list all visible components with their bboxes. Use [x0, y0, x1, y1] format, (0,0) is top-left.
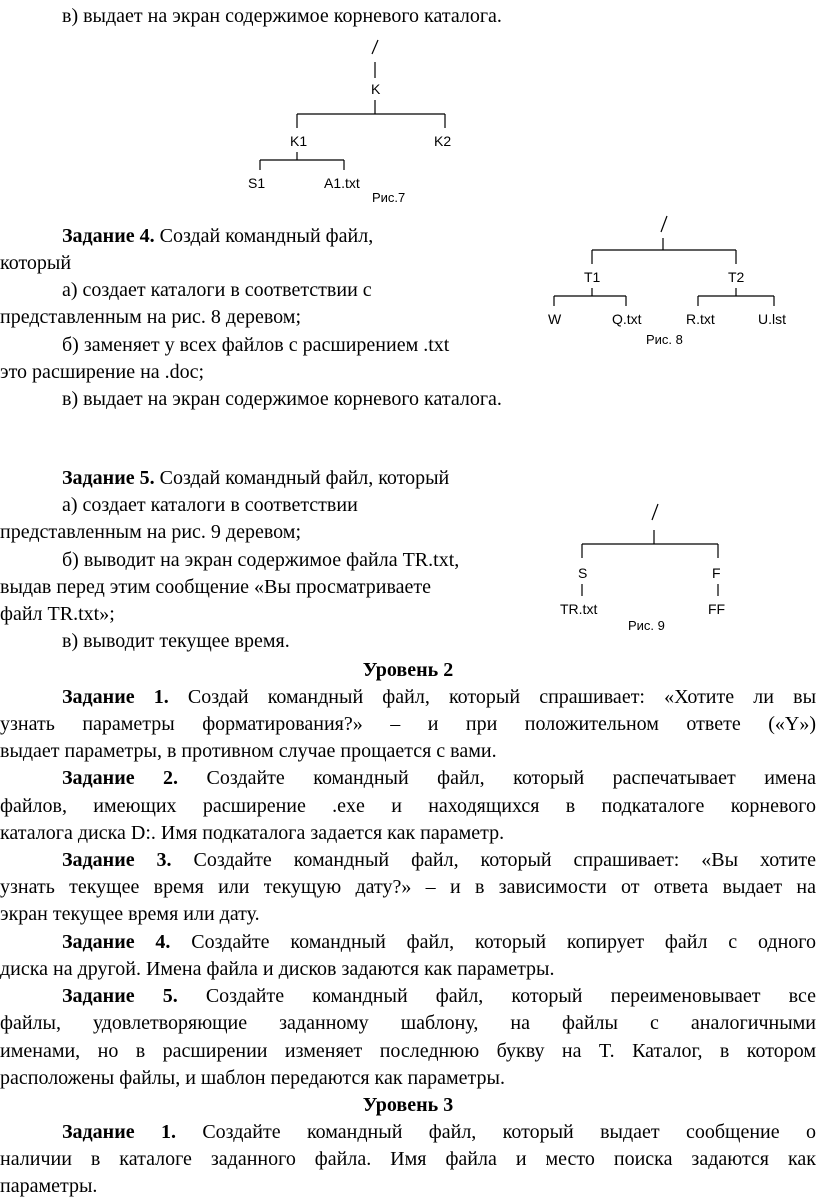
- fig9-node-s: S: [578, 565, 588, 581]
- task4-line-7: в) выдает на экран содержимое корневого каталога.: [62, 388, 502, 410]
- l3-task1-line-2: наличии в каталоге заданного файла. Имя файла и место поиска задаются как: [0, 1148, 816, 1170]
- task4-line-1: Задание 4. Создай командный файл,: [62, 225, 374, 247]
- task5-title: Задание 5.: [62, 467, 155, 489]
- l3-task1-line-3: параметры.: [0, 1175, 98, 1197]
- l2-task5-line-1: Задание 5. Создайте командный файл, который переименовывает все: [62, 985, 816, 1007]
- task5-line-4: б) выводит на экран содержимое файла TR.txt,: [62, 549, 460, 571]
- l2-task5-line-4: расположены файлы, и шаблон передаются как параметры.: [0, 1067, 505, 1089]
- fig8-node-w: W: [548, 311, 562, 327]
- task4-title: Задание 4.: [62, 225, 155, 247]
- task5-line-6: файл TR.txt»;: [0, 603, 115, 625]
- l3-task1-line-1: Задание 1. Создайте командный файл, который выдает сообщение о: [62, 1121, 816, 1143]
- level3-heading: Уровень 3: [362, 1094, 454, 1116]
- l2-task2-title: Задание 2.: [62, 767, 179, 789]
- l3-task1-title: Задание 1.: [62, 1121, 176, 1143]
- task5-line-7: в) выводит текущее время.: [62, 630, 290, 652]
- fig9-node-tr: TR.txt: [560, 601, 598, 617]
- task5-line-5: выдав перед этим сообщение «Вы просматриваете: [0, 576, 432, 598]
- fig7-node-a1: A1.txt: [324, 175, 360, 191]
- level2-heading: Уровень 2: [362, 659, 454, 681]
- l2-task5-line-3: именами, но в расширении изменяет последнюю букву на T. Каталог, в котором: [0, 1040, 816, 1062]
- l2-task4-line-2: диска на другой. Имена файла и дисков задаются как параметры.: [0, 958, 555, 980]
- l2-task1-line-3: выдает параметры, в противном случае прощается с вами.: [0, 740, 497, 762]
- l2-task3-title: Задание 3.: [62, 849, 172, 871]
- l2-task2-line-1: Задание 2. Создайте командный файл, который распечатывает имена: [62, 767, 816, 789]
- task4-line-6: это расширение на .doc;: [0, 361, 205, 383]
- fig9-node-f: F: [712, 565, 721, 581]
- fig7-node-k2: K2: [434, 133, 452, 149]
- task4-line-4: представленным на рис. 8 деревом;: [0, 306, 301, 328]
- fig8-node-t2: T2: [728, 269, 745, 285]
- figure-8-tree: [540, 212, 800, 362]
- l2-task5-title: Задание 5.: [62, 985, 178, 1007]
- fig7-root-slash: [372, 40, 378, 54]
- fig9-node-ff: FF: [708, 601, 726, 617]
- l2-task3-line-3: экран текущее время или дату.: [0, 903, 260, 925]
- figure-9-tree: [550, 500, 750, 640]
- fig8-node-u: U.lst: [758, 311, 786, 327]
- l2-task1-title: Задание 1.: [62, 686, 169, 708]
- l2-task3-line-2: узнать текущее время или текущую дату?» – и в зависимости от ответа выдает на: [0, 876, 816, 898]
- fig9-root-slash: [652, 504, 658, 520]
- figure-7-tree: [240, 36, 460, 206]
- task4-line-5: б) заменяет у всех файлов с расширением .txt: [62, 334, 450, 356]
- fig8-node-r: R.txt: [686, 311, 715, 327]
- l2-task5-line-2: файлы, удовлетворяющие заданному шаблону, на файлы с аналогичными: [0, 1012, 816, 1034]
- l2-task2-line-2: файлов, имеющих расширение .exe и находящихся в подкаталоге корневого: [0, 795, 816, 817]
- fig8-root-slash: [661, 216, 667, 232]
- fig7-node-s1: S1: [248, 175, 266, 191]
- intro-line: в) выдает на экран содержимое корневого каталога.: [62, 5, 502, 27]
- l2-task1-line-1: Задание 1. Создай командный файл, который спрашивает: «Хотите ли вы: [62, 686, 816, 708]
- l2-task1-line-2: узнать параметры форматирования?» – и при положительном ответе («Y»): [0, 713, 816, 735]
- fig9-caption: Рис. 9: [628, 618, 665, 633]
- l2-task3-line-1: Задание 3. Создайте командный файл, который спрашивает: «Вы хотите: [62, 849, 816, 871]
- l2-task4-line-1: Задание 4. Создайте командный файл, который копирует файл с одного: [62, 931, 816, 953]
- fig7-node-k: K: [371, 81, 381, 97]
- task4-line-3: а) создает каталоги в соответствии с: [62, 279, 372, 301]
- fig7-node-k1: K1: [290, 133, 308, 149]
- task5-line-2: а) создает каталоги в соответствии: [62, 494, 358, 516]
- l2-task4-title: Задание 4.: [62, 931, 171, 953]
- task5-line-1: Задание 5. Создай командный файл, который: [62, 467, 450, 489]
- task4-line-2: который: [0, 252, 72, 274]
- l2-task2-line-3: каталога диска D:. Имя подкаталога задается как параметр.: [0, 822, 505, 844]
- fig8-node-t1: T1: [584, 269, 601, 285]
- fig7-caption: Рис.7: [372, 190, 406, 205]
- fig8-node-q: Q.txt: [612, 311, 642, 327]
- task5-line-3: представленным на рис. 9 деревом;: [0, 521, 301, 543]
- fig8-caption: Рис. 8: [646, 332, 683, 347]
